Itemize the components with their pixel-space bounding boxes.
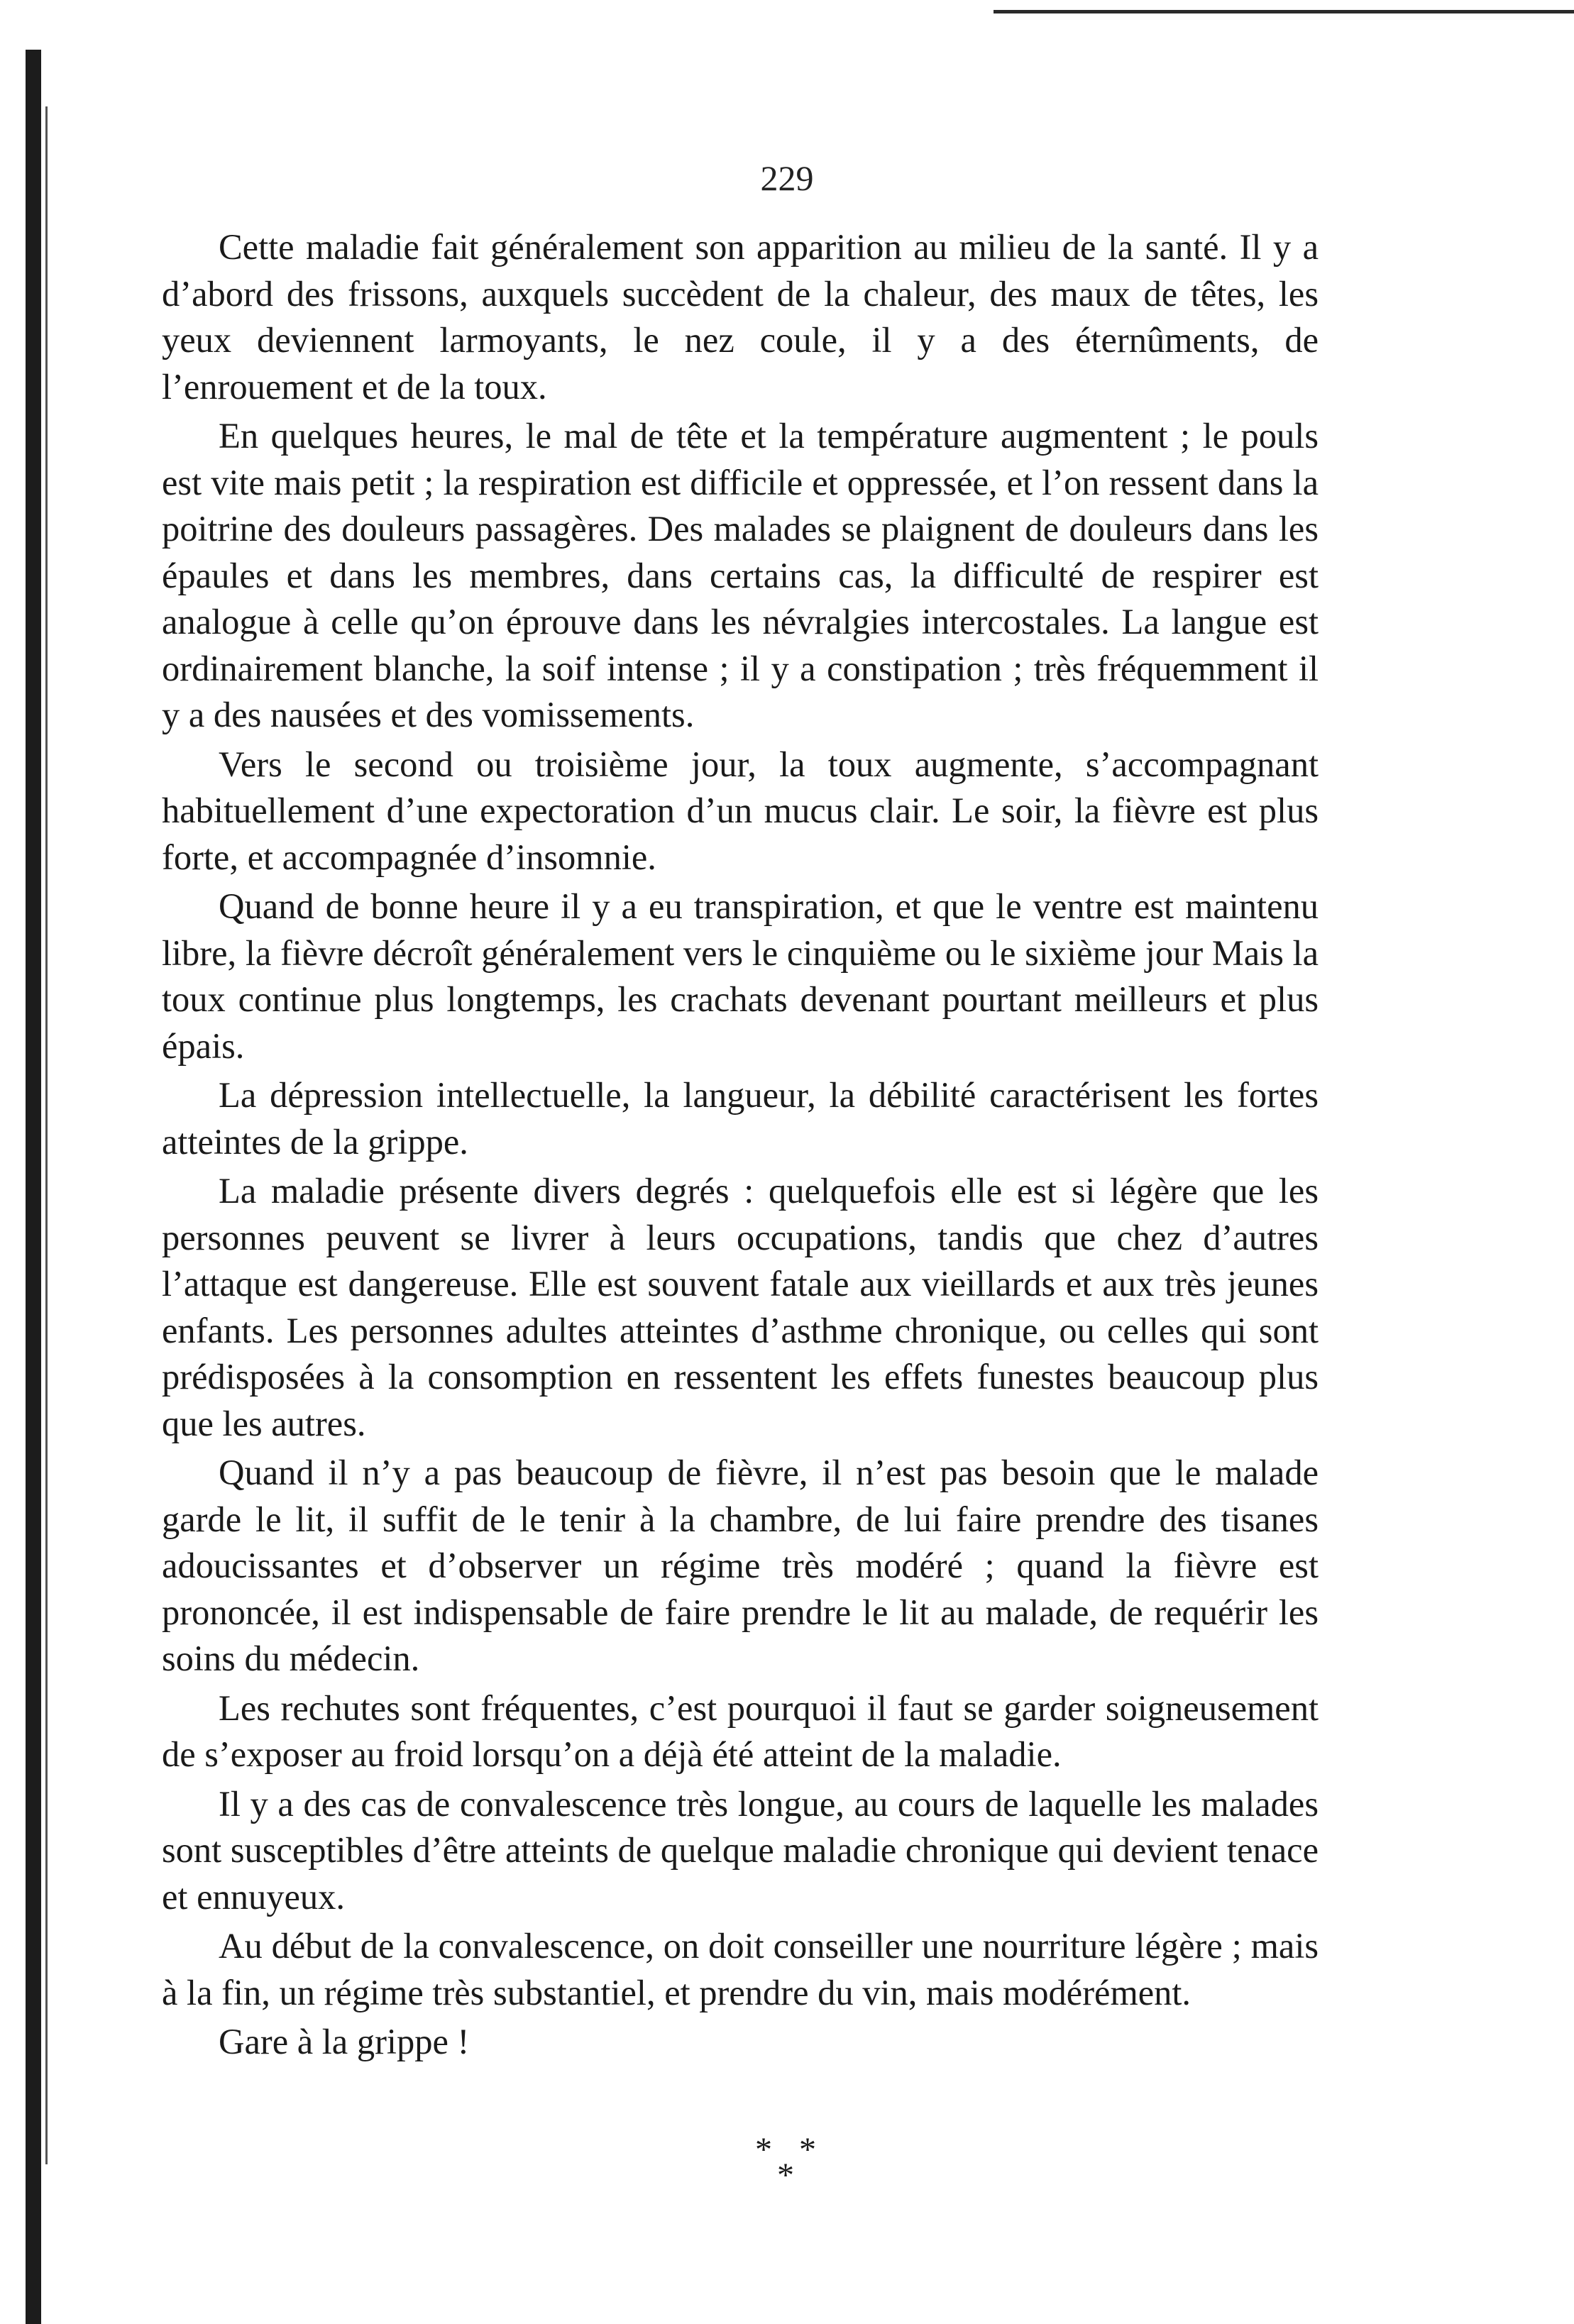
paragraph: Vers le second ou troisième jour, la toux augmente, s’accompagnant habituellement d’une expectoration d’un mucus clair. Le soir, la fièvre est plus forte, et accompagnée d’insomnie. xyxy=(162,744,1319,877)
scan-left-edge-line xyxy=(45,106,48,2164)
paragraph: La maladie présente divers degrés : quelquefois elle est si légère que les personnes peuvent se livrer à leurs occupations, tandis que chez d’autres l’attaque est dangereuse. Elle est souvent fatale aux vieillards et aux très jeunes enfants. Les personnes adultes atteintes d’asthme chronique, ou celles qui sont prédisposées à la consomption en ressentent les effets funestes beaucoup plus que les autres. xyxy=(162,1171,1319,1443)
ornament-star: * xyxy=(755,2131,775,2169)
paragraph: Au début de la convalescence, on doit conseiller une nourriture légère ; mais à la fin, un régime très substantiel, et prendre du vin, mais modérément. xyxy=(162,1926,1319,2012)
closing-line: Gare à la grippe ! xyxy=(219,2022,470,2061)
paragraph: Cette maladie fait généralement son apparition au milieu de la santé. Il y a d’abord des frissons, auxquels succèdent de la chaleur, des maux de têtes, les yeux deviennent larmoyants, le nez coule, il y a des éternûments, de l’enrouement et de la toux. xyxy=(162,227,1319,407)
paragraph: Il y a des cas de convalescence très longue, au cours de laquelle les malades sont susceptibles d’être atteints de quelque maladie chronique qui devient tenace et ennuyeux. xyxy=(162,1783,1319,1917)
paragraph: Quand il n’y a pas beaucoup de fièvre, il n’est pas besoin que le malade garde le lit, il suffit de le tenir à la chambre, de lui faire prendre des tisanes adoucissantes et d’observer un régime très modéré ; quand la fièvre est prononcée, il est indispensable de faire prendre le lit au malade, de requérir les soins du médecin. xyxy=(162,1453,1319,1678)
scan-left-edge xyxy=(26,50,41,2324)
asterism-ornament xyxy=(0,2131,1574,2194)
paragraph: En quelques heures, le mal de tête et la température augmentent ; le pouls est vite mais petit ; la respiration est difficile et oppressée, et l’on ressent dans la poitrine des douleurs passagères. Des malades se plaignent de douleurs dans les épaules et dans les membres, dans certains cas, la difficulté de respirer est analogue à celle qu’on éprouve dans les névralgies intercostales. La langue est ordinairement blanche, la soif intense ; il y a constipation ; très fréquemment il y a des nausées et des vomissements. xyxy=(162,416,1319,734)
ornament-star: * xyxy=(777,2157,797,2194)
scan-top-rule xyxy=(994,10,1574,13)
page-number: 229 xyxy=(760,158,814,198)
paragraph: La dépression intellectuelle, la langueur, la débilité caractérisent les fortes atteintes de la grippe. xyxy=(162,1075,1319,1162)
paragraph: Les rechutes sont fréquentes, c’est pourquoi il faut se garder soigneusement de s’exposer au froid lorsqu’on a déjà été atteint de la maladie. xyxy=(162,1687,1319,1774)
body-text xyxy=(162,224,1319,2066)
paragraph: Quand de bonne heure il y a eu transpiration, et que le ventre est maintenu libre, la fièvre décroît généralement vers le cinquième ou le sixième jour Mais la toux continue plus longtemps, les crachats devenant pourtant meilleurs et plus épais. xyxy=(162,886,1319,1066)
ornament-star: * xyxy=(799,2131,819,2169)
